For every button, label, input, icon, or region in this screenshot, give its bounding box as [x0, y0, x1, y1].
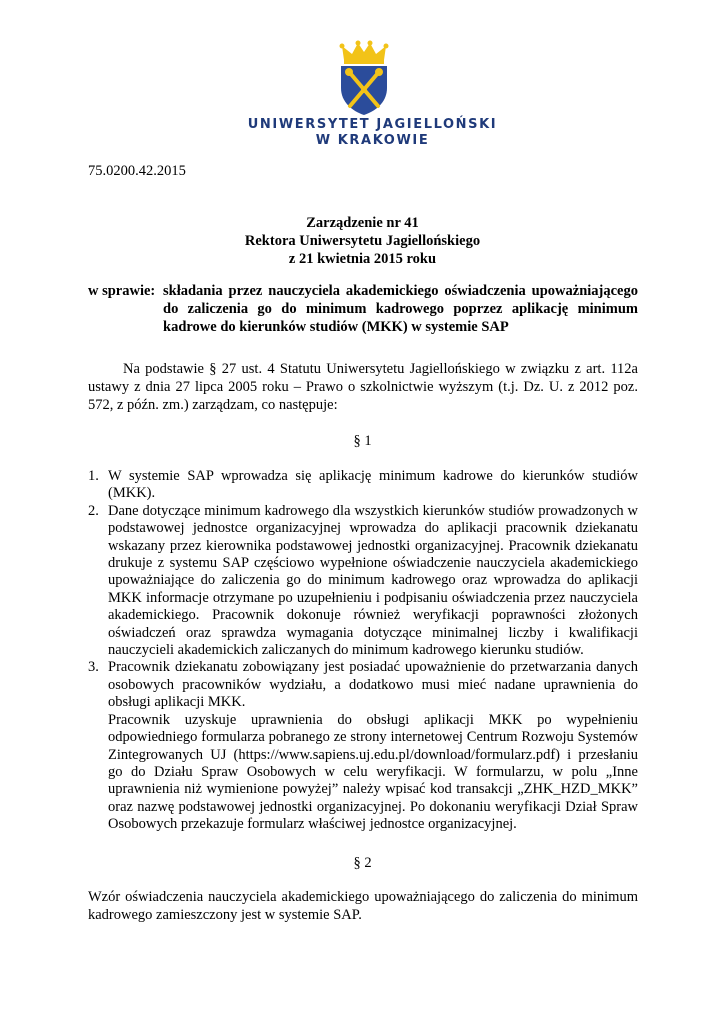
list-item [88, 659, 638, 833]
section-2-heading: § 2 [353, 855, 372, 871]
list-item-text-continued: Pracownik uzyskuje uprawnienia do obsługi aplikacji MKK po wypełnieniu odpowiedniego formularza pobranego ze strony internetowej Centrum Rozwoju Systemów Zintegrowanych UJ (https://www.sapiens.uj.edu.pl/download/formularz.pdf) i przesłaniu go do Działu Spraw Osobowych w celu weryfikacji. W formularzu, w polu „Inne uprawnienia niż wymienione powyżej” należy wpisać kod transakcji „ZHK_HZD_MKK” oraz nazwę podstawowej jednostki organizacyjnej. Po dokonaniu weryfikacji Dział Spraw Osobowych przekazuje formularz właściwej jednostce organizacyjnej. [108, 711, 638, 833]
section-1-list [88, 468, 638, 834]
list-item-text: Dane dotyczące minimum kadrowego dla wszystkich kierunków studiów prowadzonych w podstawowej jednostce organizacyjnej wprowadza do aplikacji pracownik dziekanatu wskazany przez kierownika podstawowej jednostki organizacyjnej. Pracownik dziekanatu drukuje z systemu SAP częściowo wypełnione oświadczenie nauczyciela akademickiego upoważniające do zaliczenia go do minimum kadrowego oraz wprowadza do aplikacji MKK informacje otrzymane po uzupełnieniu i podpisaniu oświadczenia przez nauczyciela akademickiego. Pracownik dokonuje również weryfikacji poprawności złożonych oświadczeń oraz sprawdza wymagania dotyczące minimalnej liczby i kwalifikacji nauczycieli akademickich zaliczanych do minimum kadrowego kierunku studiów. [108, 502, 638, 659]
list-item [88, 503, 638, 660]
list-item-number: 3. [88, 659, 99, 676]
section-1-heading: § 1 [353, 433, 372, 449]
closing-paragraph: Wzór oświadczenia nauczyciela akademickiego upoważniającego do zaliczenia do minimum kadrowego zamieszczony jest w systemie SAP. [88, 889, 638, 923]
university-name-line2: W KRAKOWIE [315, 133, 430, 148]
university-name-line1: UNIWERSYTET JAGIELLOŃSKI [247, 117, 498, 132]
preamble: Na podstawie § 27 ust. 4 Statutu Uniwersytetu Jagiellońskiego w związku z art. 112a ustawy z dnia 27 lipca 2005 roku – Prawo o szkolnictwie wyższym (t.j. Dz. U. z 2012 poz. 572, z późn. zm.) zarządzam, co następuje: [88, 361, 638, 413]
title-line-1: Zarządzenie nr 41 [306, 215, 419, 231]
list-item-number: 1. [88, 468, 99, 484]
list-item-number: 2. [88, 502, 99, 519]
subject-label: w sprawie: [88, 283, 156, 299]
title-line-2: Rektora Uniwersytetu Jagiellońskiego [244, 233, 481, 249]
title-line-3: z 21 kwietnia 2015 roku [288, 251, 437, 267]
subject-text: składania przez nauczyciela akademickiego oświadczenia upoważniającego do zaliczenia go do minimum kadrowego poprzez aplikację minimum kadrowe do kierunków studiów (MKK) w systemie SAP [163, 283, 638, 335]
list-item [88, 468, 638, 503]
subject-block [88, 282, 638, 336]
list-item-text: W systemie SAP wprowadza się aplikację minimum kadrowe do kierunków studiów (MKK). [108, 468, 638, 502]
university-crest-icon [338, 40, 390, 116]
list-item-text: Pracownik dziekanatu zobowiązany jest posiadać upoważnienie do przetwarzania danych osobowych pracowników wydziału, a dodatkowo musi mieć nadane uprawnienia do obsługi aplikacji MKK. [108, 659, 638, 711]
document-reference: 75.0200.42.2015 [88, 163, 186, 179]
